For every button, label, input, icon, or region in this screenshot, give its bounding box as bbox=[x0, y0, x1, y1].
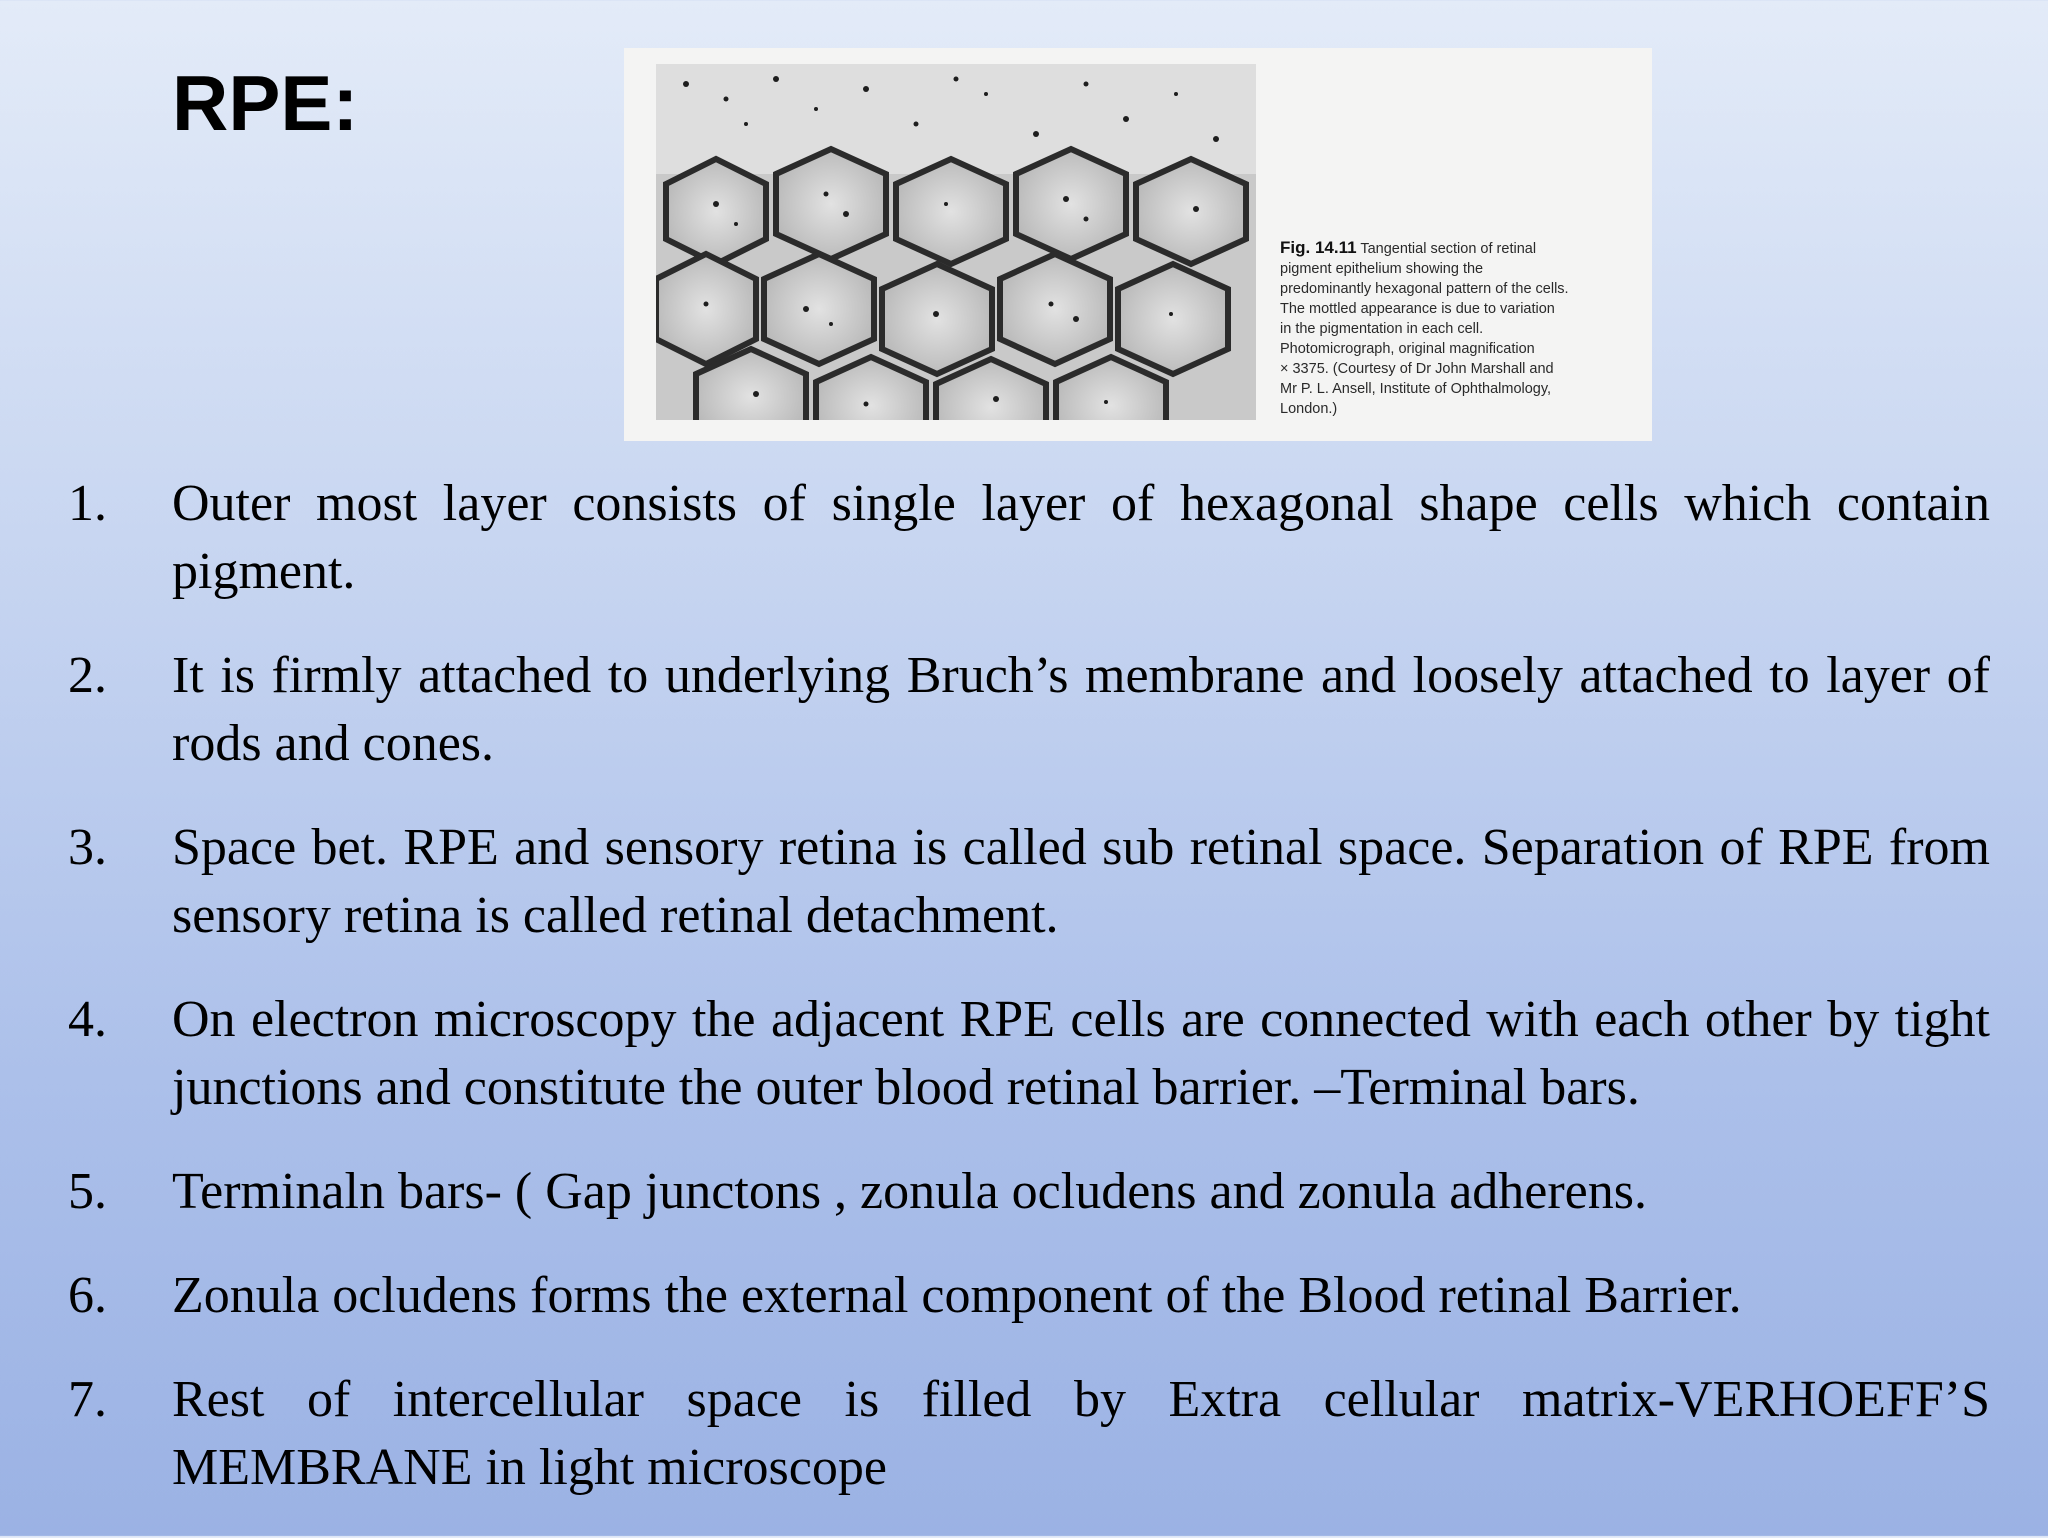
content-list bbox=[68, 470, 1990, 1538]
list-item-number: 7. bbox=[68, 1371, 107, 1428]
list-item-text: Terminaln bars- ( Gap junctons , zonula ocludens and zonula adherens. bbox=[172, 1163, 1647, 1220]
list-item-number: 6. bbox=[68, 1267, 107, 1324]
list-item bbox=[68, 814, 1990, 950]
list-item bbox=[68, 1366, 1990, 1502]
list-item-text: Zonula ocludens forms the external component of the Blood retinal Barrier. bbox=[172, 1267, 1742, 1324]
list-item-text: On electron microscopy the adjacent RPE cells are connected with each other by tight junctions and constitute the outer blood retinal barrier. –Terminal bars. bbox=[172, 991, 1990, 1116]
list-item bbox=[68, 642, 1990, 778]
list-item-text: Outer most layer consists of single layer of hexagonal shape cells which contain pigment. bbox=[172, 475, 1990, 600]
figure-panel bbox=[624, 48, 1652, 441]
figure-caption bbox=[1280, 238, 1650, 419]
list-item-text: It is firmly attached to underlying Bruch’s membrane and loosely attached to layer of rods and cones. bbox=[172, 647, 1990, 772]
list-item bbox=[68, 986, 1990, 1122]
list-item-text: Rest of intercellular space is filled by Extra cellular matrix-VERHOEFF’S MEMBRANE in light microscope bbox=[172, 1371, 1990, 1496]
list-item-number: 4. bbox=[68, 991, 107, 1048]
rpe-micrograph-image bbox=[656, 64, 1256, 420]
list-item-number: 2. bbox=[68, 647, 107, 704]
list-item bbox=[68, 470, 1990, 606]
figure-caption-text: Tangential section of retinal pigment epithelium showing the predominantly hexagonal pattern of the cells. The mottled appearance is due to variation in the pigmentation in each cell. Photomicrograph, original magnification × 3375. (Courtesy of Dr John Marshall and Mr P. L. Ansell, Institute of Ophthalmology, London.) bbox=[1280, 241, 1569, 417]
list-item-number: 1. bbox=[68, 475, 107, 532]
list-item-text: Space bet. RPE and sensory retina is called sub retinal space. Separation of RPE from sensory retina is called retinal detachment. bbox=[172, 819, 1990, 944]
list-item-number: 3. bbox=[68, 819, 107, 876]
list-item-number: 5. bbox=[68, 1163, 107, 1220]
figure-caption-label: Fig. 14.11 bbox=[1280, 238, 1357, 257]
slide-title: RPE: bbox=[172, 59, 359, 147]
list-item bbox=[68, 1262, 1990, 1330]
list-item bbox=[68, 1158, 1990, 1226]
micrograph-drawing bbox=[656, 64, 1256, 420]
